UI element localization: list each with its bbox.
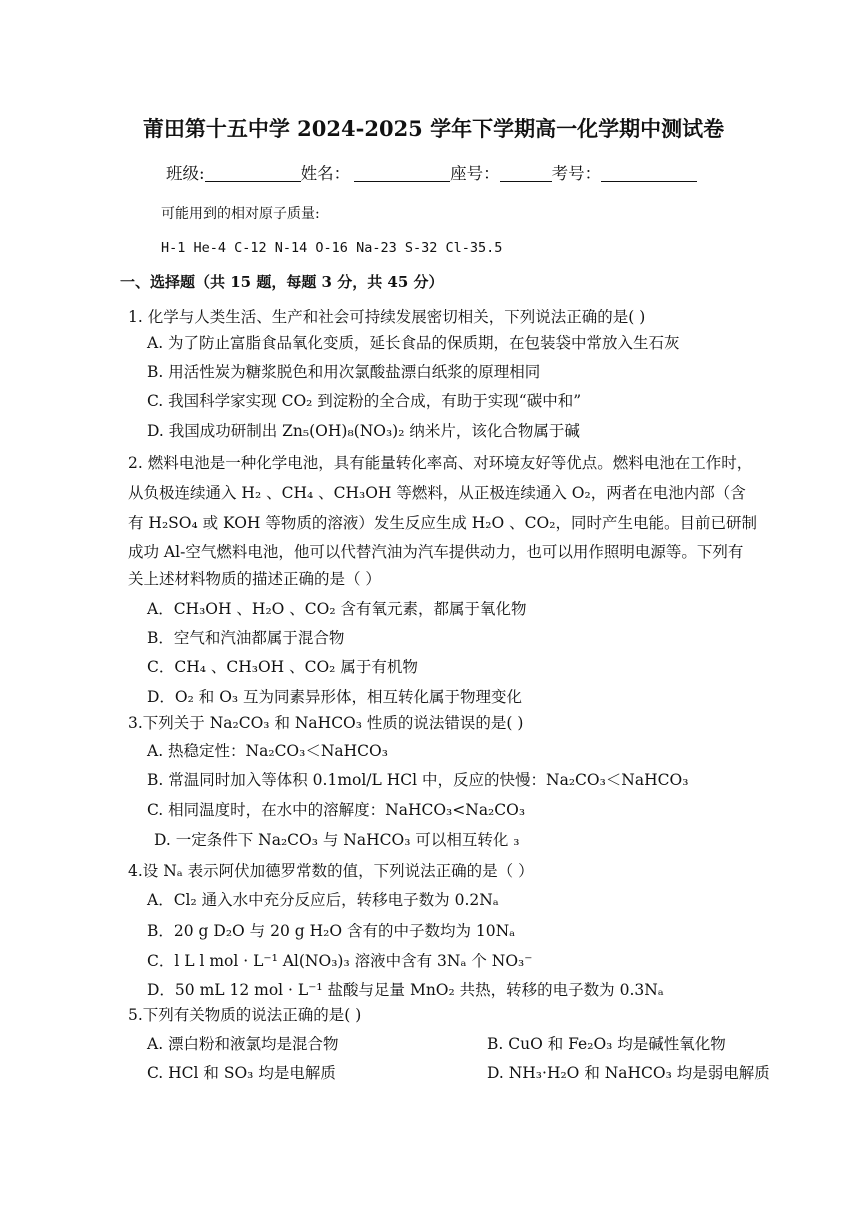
- name-field[interactable]: [354, 164, 450, 182]
- atomic-mass-list: H-1 He-4 C-12 N-14 O-16 Na-23 S-32 Cl-35.5: [161, 240, 503, 256]
- exam-no-field[interactable]: [601, 164, 697, 182]
- seat-field[interactable]: [500, 164, 552, 182]
- section-heading: 一、选择题（共 15 题，每题 3 分，共 45 分）: [120, 273, 444, 291]
- q2-option-a: A．CH₃OH 、H₂O 、CO₂ 含有氧元素，都属于氧化物: [147, 600, 527, 618]
- exam-no-label: 考号：: [551, 164, 602, 183]
- name-label: 姓名：: [300, 164, 351, 183]
- q2-line-1: 2. 燃料电池是一种化学电池，具有能量转化率高、对环境友好等优点。燃料电池在工作时，: [128, 454, 753, 472]
- q3-option-b: B. 常温同时加入等体积 0.1mol/L HCl 中，反应的快慢：Na₂CO₃＜NaHCO₃: [147, 771, 689, 789]
- q1-option-c: C. 我国科学家实现 CO₂ 到淀粉的全合成，有助于实现“碳中和”: [147, 392, 582, 410]
- q1-option-a: A. 为了防止富脂食品氧化变质，延长食品的保质期，在包装袋中常放入生石灰: [147, 334, 680, 352]
- class-label: 班级:: [166, 164, 205, 183]
- q1-stem: 1. 化学与人类生活、生产和社会可持续发展密切相关，下列说法正确的是( ): [128, 308, 646, 326]
- q4-option-d: D．50 mL 12 mol · L⁻¹ 盐酸与足量 MnO₂ 共热，转移的电子数为 0.3Nₐ: [147, 981, 664, 999]
- student-info-row: [166, 163, 697, 185]
- q5-stem: 5.下列有关物质的说法正确的是( ): [128, 1006, 362, 1024]
- q2-line-2: 从负极连续通入 H₂ 、CH₄ 、CH₃OH 等燃料，从正极连续通入 O₂，两者在电池内部（含: [128, 484, 746, 502]
- class-field[interactable]: [205, 164, 301, 182]
- q3-option-d: D. 一定条件下 Na₂CO₃ 与 NaHCO₃ 可以相互转化 ₃: [154, 831, 520, 849]
- page-title: 莆田第十五中学 2024-2025 学年下学期高一化学期中测试卷: [142, 116, 725, 141]
- q2-option-d: D．O₂ 和 O₃ 互为同素异形体，相互转化属于物理变化: [147, 688, 523, 706]
- q2-option-c: C．CH₄ 、CH₃OH 、CO₂ 属于有机物: [147, 658, 418, 676]
- q4-stem: 4.设 Nₐ 表示阿伏加德罗常数的值，下列说法正确的是（ ）: [128, 862, 534, 880]
- q5-option-c: C. HCl 和 SO₃ 均是电解质: [147, 1064, 336, 1082]
- q2-line-3: 有 H₂SO₄ 或 KOH 等物质的溶液）发生反应生成 H₂O 、CO₂，同时产生电能。目前已研制: [128, 514, 757, 532]
- q5-option-b: B. CuO 和 Fe₂O₃ 均是碱性氧化物: [487, 1035, 726, 1053]
- q1-option-b: B. 用活性炭为糖浆脱色和用次氯酸盐漂白纸浆的原理相同: [147, 363, 541, 381]
- seat-label: 座号：: [450, 164, 500, 183]
- q4-option-b: B．20 g D₂O 与 20 g H₂O 含有的中子数均为 10Nₐ: [147, 922, 516, 940]
- q3-option-a: A. 热稳定性：Na₂CO₃＜NaHCO₃: [147, 742, 388, 760]
- q2-line-4: 成功 Al-空气燃料电池，他可以代替汽油为汽车提供动力，也可以用作照明电源等。下列有: [128, 543, 744, 561]
- q4-option-c: C．l L l mol · L⁻¹ Al(NO₃)₃ 溶液中含有 3Nₐ 个 NO₃⁻: [147, 952, 533, 970]
- q4-option-a: A．Cl₂ 通入水中充分反应后，转移电子数为 0.2Nₐ: [147, 891, 499, 909]
- atomic-mass-intro: 可能用到的相对原子质量:: [161, 206, 320, 222]
- q1-option-d: D. 我国成功研制出 Zn₅(OH)₈(NO₃)₂ 纳米片，该化合物属于碱: [147, 422, 580, 440]
- q2-option-b: B．空气和汽油都属于混合物: [147, 629, 345, 647]
- q2-line-5: 关上述材料物质的描述正确的是（ ）: [128, 570, 381, 588]
- q3-option-c: C. 相同温度时，在水中的溶解度：NaHCO₃<Na₂CO₃: [147, 801, 526, 819]
- q5-option-a: A. 漂白粉和液氯均是混合物: [147, 1035, 339, 1053]
- q3-stem: 3.下列关于 Na₂CO₃ 和 NaHCO₃ 性质的说法错误的是( ): [128, 714, 524, 732]
- q5-option-d: D. NH₃·H₂O 和 NaHCO₃ 均是弱电解质: [487, 1064, 770, 1082]
